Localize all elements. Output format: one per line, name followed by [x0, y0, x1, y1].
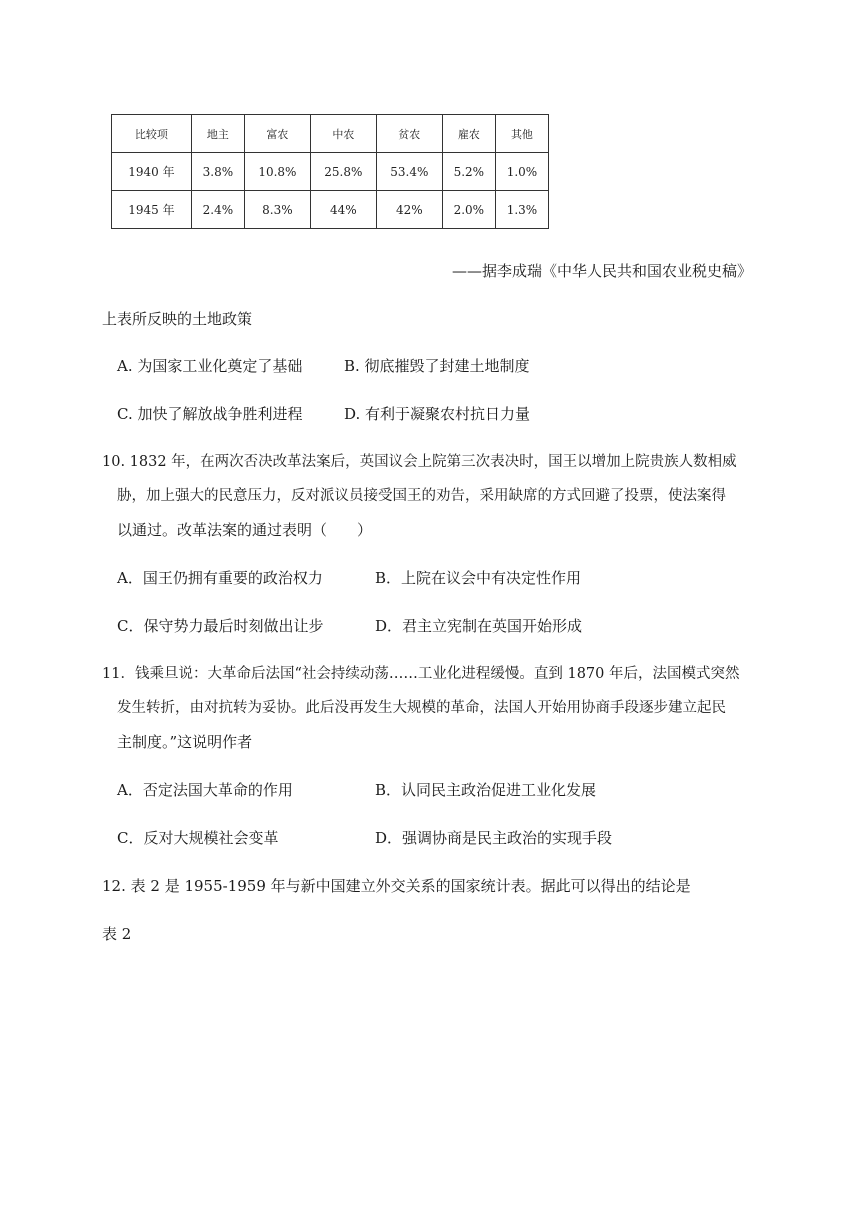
q11-option-b: B．认同民主政治促进工业化发展 — [375, 781, 597, 799]
q10-text-line-2: 胁，加上强大的民意压力，反对派议员接受国王的劝告，采用缺席的方式回避了投票，使法案得 — [117, 488, 726, 504]
q9-option-d: D. 有利于凝聚农村抗日力量 — [344, 405, 531, 423]
table-header-cell: 富农 — [244, 115, 310, 153]
q9-option-a: A. 为国家工业化奠定了基础 — [117, 357, 303, 375]
table-cell: 2.0% — [442, 191, 495, 229]
table-header-row — [112, 115, 549, 153]
q10-option-a: A．国王仍拥有重要的政治权力 — [117, 569, 323, 587]
table-header-cell: 比较项 — [112, 115, 192, 153]
table-cell: 8.3% — [244, 191, 310, 229]
q11-text-line-1: 11．钱乘旦说：大革命后法国“社会持续动荡……工业化进程缓慢。直到 1870 年后，法国模式突然 — [102, 666, 740, 682]
table-cell: 1.0% — [495, 153, 548, 191]
q10-text-line-1: 10. 1832 年，在两次否决改革法案后，英国议会上院第三次表决时，国王以增加上院贵族人数相威 — [102, 454, 737, 470]
table-source-citation: ——据李成瑞《中华人民共和国农业税史稿》 — [451, 262, 752, 280]
q11-option-c: C．反对大规模社会变革 — [117, 829, 279, 847]
table-cell: 53.4% — [376, 153, 442, 191]
table-cell: 44% — [310, 191, 376, 229]
table-cell: 42% — [376, 191, 442, 229]
q10-text-line-3: 以通过。改革法案的通过表明（ ） — [117, 521, 373, 539]
q9-stem: 上表所反映的土地政策 — [102, 310, 253, 328]
table-header-cell: 地主 — [191, 115, 244, 153]
table-row — [112, 153, 549, 191]
statistics-table — [111, 114, 549, 229]
table-cell: 3.8% — [191, 153, 244, 191]
q11-text-line-3: 主制度。”这说明作者 — [117, 733, 253, 751]
q11-option-d: D．强调协商是民主政治的实现手段 — [375, 829, 613, 847]
table-row — [112, 191, 549, 229]
q9-option-c: C. 加快了解放战争胜利进程 — [117, 405, 303, 423]
table-cell: 10.8% — [244, 153, 310, 191]
q9-option-b: B. 彻底摧毁了封建土地制度 — [344, 357, 530, 375]
table-cell: 1.3% — [495, 191, 548, 229]
q10-option-c: C．保守势力最后时刻做出让步 — [117, 617, 324, 635]
q12-text-line-1: 12. 表 2 是 1955-1959 年与新中国建立外交关系的国家统计表。据此可以得出的结论是 — [102, 877, 691, 895]
q10-option-b: B．上院在议会中有决定性作用 — [375, 569, 582, 587]
q11-option-a: A．否定法国大革命的作用 — [117, 781, 293, 799]
table-header-cell: 贫农 — [376, 115, 442, 153]
table-header-cell: 其他 — [495, 115, 548, 153]
table-cell: 5.2% — [442, 153, 495, 191]
table-cell: 1945 年 — [112, 191, 192, 229]
table-cell: 1940 年 — [112, 153, 192, 191]
table-header-cell: 雇农 — [442, 115, 495, 153]
q10-option-d: D．君主立宪制在英国开始形成 — [375, 617, 583, 635]
table-cell: 25.8% — [310, 153, 376, 191]
table-header-cell: 中农 — [310, 115, 376, 153]
q11-text-line-2: 发生转折，由对抗转为妥协。此后没再发生大规模的革命，法国人开始用协商手段逐步建立起民 — [117, 700, 726, 716]
q12-table-label: 表 2 — [102, 925, 132, 943]
table-cell: 2.4% — [191, 191, 244, 229]
